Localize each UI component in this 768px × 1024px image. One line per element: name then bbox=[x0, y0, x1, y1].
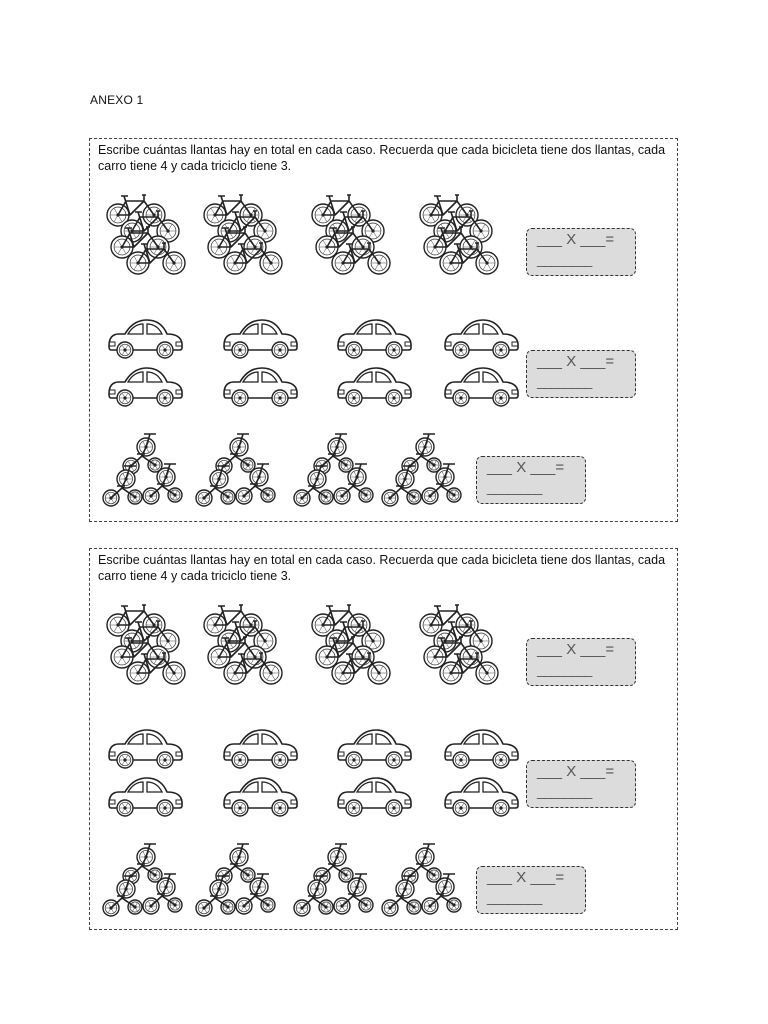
car-icon bbox=[105, 726, 185, 770]
answer-box[interactable] bbox=[526, 228, 636, 276]
tricycle-icon bbox=[331, 871, 375, 915]
total-blank[interactable]: ________ bbox=[537, 783, 592, 799]
tricycle-icon bbox=[233, 871, 277, 915]
tricycle-icon bbox=[100, 873, 144, 917]
bicycle-icon bbox=[126, 239, 186, 275]
bicycle-icon bbox=[223, 649, 283, 685]
instruction-text: Escribe cuántas llantas hay en total en cada caso. Recuerda que cada bicicleta tiene dos llantas, cada carro tiene 4 y cada triciclo tiene 3. bbox=[98, 143, 666, 173]
tricycle-icon bbox=[140, 461, 184, 505]
worksheet-2 bbox=[89, 548, 678, 930]
bicycle-icon bbox=[439, 239, 499, 275]
car-icon bbox=[220, 364, 300, 408]
car-icon bbox=[334, 726, 414, 770]
car-icon bbox=[220, 316, 300, 360]
tricycle-icon bbox=[100, 463, 144, 507]
instruction-text: Escribe cuántas llantas hay en total en cada caso. Recuerda que cada bicicleta tiene dos llantas, cada carro tiene 4 y cada triciclo tiene 3. bbox=[98, 553, 666, 583]
car-icon bbox=[105, 364, 185, 408]
tricycle-icon bbox=[140, 871, 184, 915]
total-blank[interactable]: ________ bbox=[537, 251, 592, 267]
answer-box[interactable] bbox=[476, 866, 586, 914]
answer-box[interactable] bbox=[526, 638, 636, 686]
car-icon bbox=[334, 774, 414, 818]
bicycle-icon bbox=[126, 649, 186, 685]
total-blank[interactable]: ________ bbox=[487, 479, 542, 495]
tricycle-icon bbox=[291, 873, 335, 917]
page-heading: ANEXO 1 bbox=[90, 93, 144, 107]
answer-box[interactable] bbox=[476, 456, 586, 504]
tricycle-icon bbox=[193, 873, 237, 917]
answer-box[interactable] bbox=[526, 350, 636, 398]
multiplication-blank[interactable]: ___ X ___= bbox=[537, 231, 615, 248]
multiplication-blank[interactable]: ___ X ___= bbox=[537, 353, 615, 370]
car-icon bbox=[105, 774, 185, 818]
tricycle-icon bbox=[379, 463, 423, 507]
tricycle-icon bbox=[419, 871, 463, 915]
tricycle-icon bbox=[331, 461, 375, 505]
car-icon bbox=[334, 364, 414, 408]
total-blank[interactable]: ________ bbox=[537, 661, 592, 677]
car-icon bbox=[220, 726, 300, 770]
multiplication-blank[interactable]: ___ X ___= bbox=[487, 459, 565, 476]
total-blank[interactable]: ________ bbox=[487, 889, 542, 905]
tricycle-icon bbox=[291, 463, 335, 507]
car-icon bbox=[441, 726, 521, 770]
bicycle-icon bbox=[223, 239, 283, 275]
multiplication-blank[interactable]: ___ X ___= bbox=[537, 763, 615, 780]
car-icon bbox=[441, 774, 521, 818]
tricycle-icon bbox=[419, 461, 463, 505]
tricycle-icon bbox=[379, 873, 423, 917]
car-icon bbox=[334, 316, 414, 360]
car-icon bbox=[441, 364, 521, 408]
worksheet-1 bbox=[89, 138, 678, 522]
car-icon bbox=[441, 316, 521, 360]
bicycle-icon bbox=[439, 649, 499, 685]
total-blank[interactable]: ________ bbox=[537, 373, 592, 389]
multiplication-blank[interactable]: ___ X ___= bbox=[537, 641, 615, 658]
answer-box[interactable] bbox=[526, 760, 636, 808]
tricycle-icon bbox=[193, 463, 237, 507]
tricycle-icon bbox=[233, 461, 277, 505]
car-icon bbox=[220, 774, 300, 818]
car-icon bbox=[105, 316, 185, 360]
multiplication-blank[interactable]: ___ X ___= bbox=[487, 869, 565, 886]
bicycle-icon bbox=[331, 649, 391, 685]
bicycle-icon bbox=[331, 239, 391, 275]
